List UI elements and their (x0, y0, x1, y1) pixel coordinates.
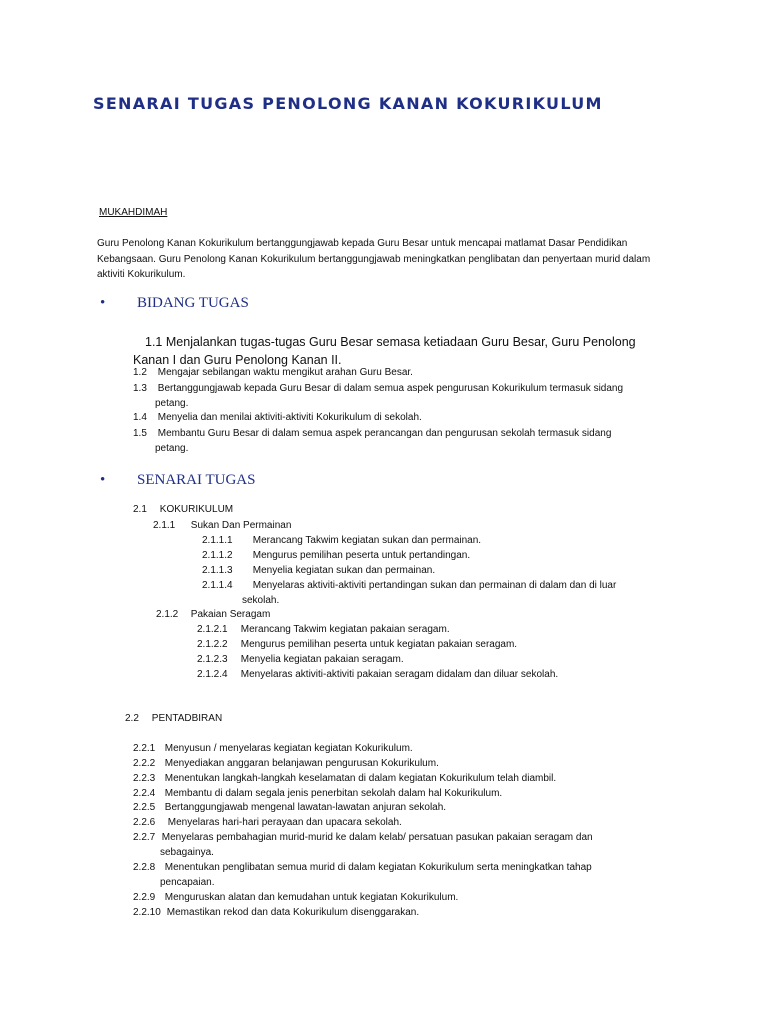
list-item (133, 381, 623, 396)
item-text: Membantu Guru Besar di dalam semua aspek perancangan dan pengurusan sekolah termasuk sidang (157, 428, 612, 439)
item-text: Menguruskan alatan dan kemudahan untuk kegiatan Kokurikulum. (164, 892, 459, 903)
bidang-tugas-heading: BIDANG TUGAS (137, 295, 249, 311)
item-text: Bertanggungjawab kepada Guru Besar di dalam semua aspek pengurusan Kokurikulum termasuk sidang (157, 383, 624, 394)
list-item (202, 563, 435, 578)
item-number: 2.2 (125, 713, 139, 724)
item-text: Mengurus pemilihan peserta untuk pertandingan. (252, 550, 471, 561)
item-text: Mengajar sebilangan waktu mengikut arahan Guru Besar. (157, 367, 413, 378)
item-continuation: sekolah. (242, 595, 280, 606)
list-item (202, 578, 616, 593)
item-text: Menyelia kegiatan sukan dan permainan. (252, 565, 436, 576)
list-item (197, 622, 450, 637)
senarai-tugas-heading: SENARAI TUGAS (137, 472, 256, 488)
item-number: 2.2.10 (133, 907, 161, 918)
item-text: Menyelaras aktiviti-aktiviti pakaian seragam didalam dan diluar sekolah. (240, 669, 559, 680)
item-text: Menyelia kegiatan pakaian seragam. (240, 654, 404, 665)
page-title: SENARAI TUGAS PENOLONG KANAN KOKURIKULUM (93, 94, 603, 113)
list-item (197, 637, 517, 652)
item-text: KOKURIKULUM (159, 504, 234, 515)
list-item (133, 860, 592, 875)
list-item (133, 426, 611, 441)
item-number: 2.2.8 (133, 862, 156, 873)
item-continuation: pencapaian. (160, 877, 215, 888)
bullet-icon: • (100, 472, 106, 488)
item-number: 1.1 (145, 335, 163, 349)
list-item (133, 815, 402, 830)
item-continuation: petang. (155, 398, 189, 409)
list-item (133, 365, 413, 380)
section-2-1-1 (153, 518, 291, 533)
list-item (202, 548, 470, 563)
item-text: Menyelaras hari-hari perayaan dan upacara sekolah. (167, 817, 402, 828)
item-number: 2.2.1 (133, 743, 156, 754)
item-number: 2.2.7 (133, 832, 156, 843)
item-text: Menyediakan anggaran belanjawan pengurusan Kokurikulum. (164, 758, 439, 769)
list-item (202, 533, 481, 548)
list-item (133, 905, 419, 920)
item-text: Sukan Dan Permainan (190, 520, 292, 531)
item-number: 1.3 (133, 383, 147, 394)
list-item (133, 800, 446, 815)
mukadimah-heading: MUKAHDIMAH (99, 207, 168, 218)
item-number: 1.5 (133, 428, 147, 439)
list-item (133, 890, 458, 905)
item-text: Menentukan penglibatan semua murid di dalam kegiatan Kokurikulum serta meningkatkan tahap (164, 862, 592, 873)
item-text: PENTADBIRAN (151, 713, 223, 724)
item-1-1 (133, 333, 673, 369)
item-continuation: sebagainya. (160, 847, 214, 858)
list-item (133, 830, 593, 845)
section-2-2 (125, 711, 222, 726)
item-text: Menentukan langkah-langkah keselamatan di dalam kegiatan Kokurikulum telah diambil. (164, 773, 557, 784)
item-number: 2.1.1.1 (202, 535, 233, 546)
item-text: Pakaian Seragam (190, 609, 271, 620)
item-number: 2.1.1 (153, 520, 176, 531)
item-text: Menjalankan tugas-tugas Guru Besar semasa ketiadaan Guru Besar, Guru Penolong Kanan I dan Guru Penolong Kanan II. (133, 335, 636, 367)
item-number: 2.1.1.2 (202, 550, 233, 561)
item-text: Memastikan rekod dan data Kokurikulum disenggarakan. (166, 907, 420, 918)
item-text: Menyusun / menyelaras kegiatan kegiatan Kokurikulum. (164, 743, 413, 754)
item-number: 2.2.3 (133, 773, 156, 784)
item-number: 2.1.2.3 (197, 654, 228, 665)
item-number: 2.2.2 (133, 758, 156, 769)
item-text: Menyelaras pembahagian murid-murid ke dalam kelab/ persatuan pasukan pakaian seragam dan (161, 832, 593, 843)
list-item (133, 771, 556, 786)
section-2-1 (133, 502, 233, 517)
item-text: Merancang Takwim kegiatan sukan dan permainan. (252, 535, 482, 546)
list-item (133, 741, 413, 756)
item-number: 2.1.2.1 (197, 624, 228, 635)
list-item (133, 756, 439, 771)
item-number: 2.2.6 (133, 817, 156, 828)
item-number: 2.1.2 (156, 609, 179, 620)
item-text: Bertanggungjawab mengenal lawatan-lawatan anjuran sekolah. (164, 802, 447, 813)
item-text: Mengurus pemilihan peserta untuk kegiatan pakaian seragam. (240, 639, 518, 650)
item-text: Merancang Takwim kegiatan pakaian seragam. (240, 624, 450, 635)
mukadimah-text: Guru Penolong Kanan Kokurikulum bertanggungjawab kepada Guru Besar untuk mencapai matlamat Dasar Pendidikan Kebangsaan. Guru Penolong Kanan Kokurikulum bertanggungjawab meningkatkan penglibatan dan penyertaan murid dalam aktiviti Kokurikulum. (97, 238, 651, 280)
list-item (133, 410, 422, 425)
item-number: 2.2.9 (133, 892, 156, 903)
item-number: 2.1 (133, 504, 147, 515)
list-item (133, 786, 502, 801)
item-number: 2.2.5 (133, 802, 156, 813)
item-continuation: petang. (155, 443, 189, 454)
item-number: 2.2.4 (133, 788, 156, 799)
item-number: 1.4 (133, 412, 147, 423)
item-number: 2.1.2.2 (197, 639, 228, 650)
bullet-icon: • (100, 295, 106, 311)
item-number: 1.2 (133, 367, 147, 378)
item-number: 2.1.1.4 (202, 580, 233, 591)
item-number: 2.1.1.3 (202, 565, 233, 576)
item-number: 2.1.2.4 (197, 669, 228, 680)
item-text: Menyelia dan menilai aktiviti-aktiviti Kokurikulum di sekolah. (157, 412, 422, 423)
section-2-1-2 (156, 607, 270, 622)
list-item (197, 667, 558, 682)
item-text: Menyelaras aktiviti-aktiviti pertandingan sukan dan permainan di dalam dan di luar (252, 580, 617, 591)
item-text: Membantu di dalam segala jenis penerbitan sekolah dalam hal Kokurikulum. (164, 788, 503, 799)
list-item (197, 652, 404, 667)
